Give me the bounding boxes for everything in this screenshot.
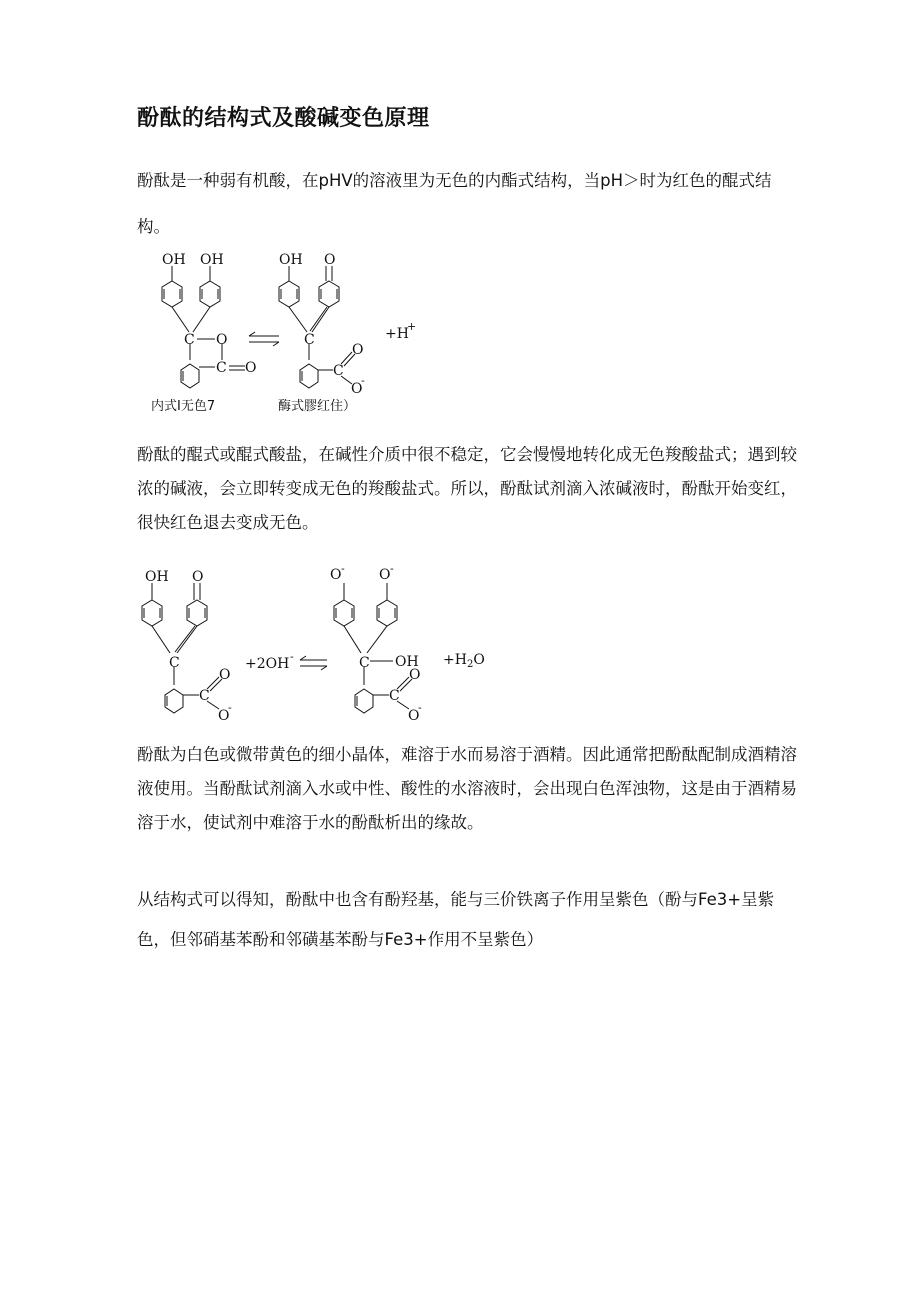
paragraph-iron-test: 从结构式可以得知，酚酞中也含有酚羟基，能与三价铁离子作用呈紫色（酚与Fe3+呈紫色，但邻硝基苯酚和邻磺基苯酚与Fe3+作用不呈紫色）	[137, 890, 775, 949]
benzene-ring-icon	[181, 364, 199, 388]
oxygen-anion-label: O	[351, 381, 363, 397]
oh-label: OH	[200, 252, 224, 268]
benzene-ring-icon	[300, 364, 318, 388]
benzene-ring-icon	[200, 281, 220, 307]
oh-label: OH	[279, 252, 303, 268]
caption-quinoid: 酶式膠红住）	[278, 399, 357, 414]
carbon-label: C	[359, 655, 370, 671]
caption-lactone: 内式I无色7	[151, 399, 216, 414]
benzene-ring-icon	[377, 600, 397, 626]
carbon-label: C	[216, 360, 227, 376]
hydroxide-reagent: +2OH	[245, 656, 290, 672]
oxygen-label: O	[216, 332, 228, 348]
water-label: $+H_2O$	[443, 652, 485, 670]
carbon-label: C	[199, 688, 210, 704]
oxygen-anion-label: O	[330, 567, 342, 583]
oxygen-anion-label: O	[218, 708, 230, 724]
structure-diagram-lactone-quinoid	[137, 244, 437, 419]
charge-minus: -	[228, 701, 232, 714]
benzene-ring-icon	[334, 600, 354, 626]
charge-minus: -	[341, 563, 345, 575]
page-title: 酚酞的结构式及酸碱变色原理	[137, 106, 430, 131]
oh-label: OH	[162, 252, 186, 268]
charge-minus: -	[290, 650, 294, 663]
benzene-ring-icon	[355, 689, 373, 713]
oxygen-anion-label: O	[408, 708, 420, 724]
charge-plus: +	[407, 320, 417, 333]
carbon-label: C	[333, 363, 344, 379]
charge-minus: -	[418, 701, 422, 714]
oxygen-anion-label: O	[379, 567, 391, 583]
oxygen-label: O	[409, 667, 421, 683]
carbon-label: C	[184, 332, 195, 348]
oxygen-label: O	[324, 252, 336, 268]
paragraph-alkaline: 酚酞的醌式或醌式酸盐，在碱性介质中很不稳定，它会慢慢地转化成无色羧酸盐式；遇到较浓的碱液，会立即转变成无色的羧酸盐式。所以，酚酞试剂滴入浓碱液时，酚酞开始变红，很快红色退去变成无色。	[137, 445, 797, 532]
carbon-label: C	[304, 332, 315, 348]
benzene-ring-icon	[165, 689, 183, 713]
proton-label: +H	[385, 326, 409, 342]
oxygen-label: O	[352, 342, 364, 358]
paragraph-properties: 酚酞为白色或微带黄色的细小晶体，难溶于水而易溶于酒精。因此通常把酚酞配制成酒精溶液使用。当酚酞试剂滴入水或中性、酸性的水溶液时，会出现白色浑浊物，这是由于酒精易溶于水，使试剂中难溶于水的酚酞析出的缘故。	[137, 745, 797, 832]
quinoid-ring-icon	[319, 281, 339, 307]
oh-label: OH	[145, 569, 169, 585]
charge-minus: -	[361, 374, 365, 387]
carbon-label: C	[169, 655, 180, 671]
paragraph-intro: 酚酞是一种弱有机酸，在pHV的溶液里为无色的内酯式结构，当pH＞时为红色的醌式结构。	[137, 171, 772, 236]
benzene-ring-icon	[142, 600, 162, 626]
benzene-ring-icon	[279, 281, 299, 307]
oh-label: OH	[395, 654, 419, 670]
oxygen-label: O	[219, 667, 231, 683]
charge-minus: -	[390, 563, 394, 575]
benzene-ring-icon	[162, 281, 182, 307]
carbon-label: C	[389, 688, 400, 704]
oxygen-label: O	[245, 360, 257, 376]
oxygen-label: O	[192, 569, 204, 585]
structure-diagram-carbinol	[137, 563, 497, 733]
quinoid-ring-icon	[187, 600, 207, 626]
